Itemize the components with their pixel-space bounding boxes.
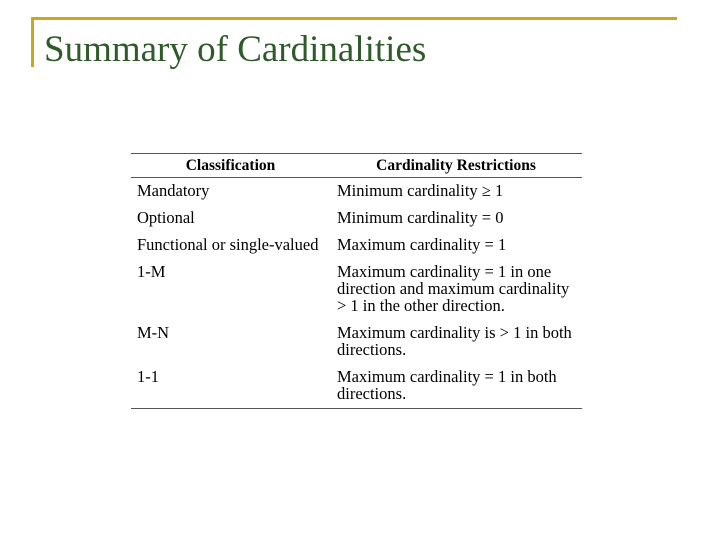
classification-cell: Mandatory [137,181,210,200]
slide-title: Summary of Cardinalities [44,29,427,70]
restriction-cell: Maximum cardinality = 1 [337,235,507,254]
table-header-row [131,154,582,178]
cardinality-table-container [131,153,582,409]
table-row [131,364,582,409]
classification-cell: M-N [137,323,170,342]
table-row [131,320,582,364]
classification-cell: 1-1 [131,364,330,409]
restriction-cell: Maximum cardinality = 1 in both directions. [330,364,582,409]
cardinality-table [131,153,582,409]
restriction-cell: Maximum cardinality = 1 in one direction and maximum cardinality > 1 in the other direction. [337,262,570,315]
frame-left-line [31,17,34,67]
table-row [131,178,582,206]
classification-cell: 1-M [137,262,166,281]
frame-top-line [31,17,677,20]
classification-cell: Functional or single-valued [137,235,319,254]
classification-cell: Optional [137,208,195,227]
table-row [131,205,582,232]
header-classification: Classification [131,154,330,178]
table-row [131,259,582,320]
restriction-cell: Minimum cardinality = 0 [337,208,504,227]
header-cardinality-restrictions: Cardinality Restrictions [330,154,582,178]
table-row [131,232,582,259]
restriction-cell: Minimum cardinality ≥ 1 [337,181,504,200]
restriction-cell: Maximum cardinality is > 1 in both directions. [337,323,572,359]
